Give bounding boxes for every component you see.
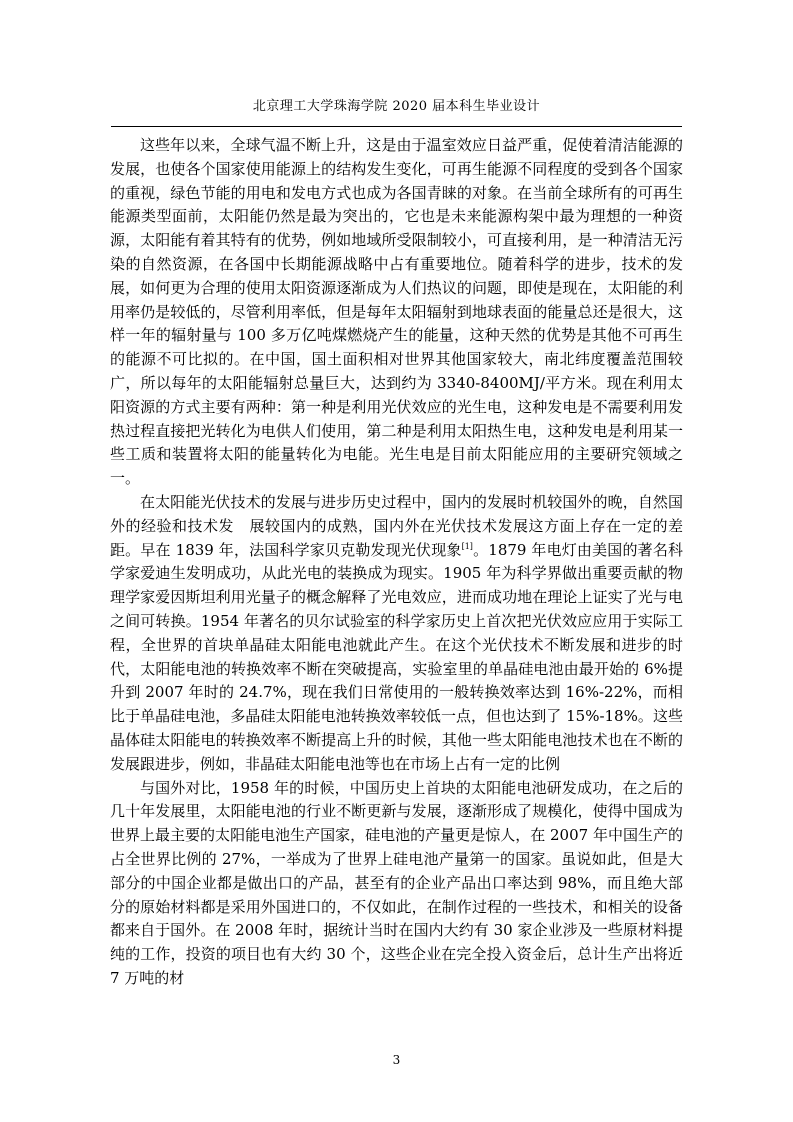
paragraph-2 (110, 491, 683, 777)
page-number: 3 (392, 1053, 401, 1067)
citation-ref[interactable]: [1] (461, 541, 473, 551)
paragraph-3: 与国外对比，1958 年的时候，中国历史上首块的太阳能电池研发成功，在之后的几十年发展里，太阳能电池的行业不断更新与发展，逐渐形成了规模化，使得中国成为世界上最主要的太阳能电池生产国家，硅电池的产量更是惊人，在 2007 年中国生产的占全世界比例的 27%，一举成为了世界上硅电池产量第一的国家。虽说如此，但是大部分的中国企业都是做出口的产品，甚至有的企业产品出口率达到 98%，而且绝大部分的原始材料都是采用外国进口的，不仅如此，在制作过程的一些技术，和相关的设备都来自于国外。在 2008 年时，据统计当时在国内大约有 30 家企业涉及一些原材料提纯的工作，投资的项目也有大约 30 个，这些企业在完全投入资金后，总计生产出将近 7 万吨的材 (110, 778, 683, 987)
header-divider (111, 126, 682, 127)
page-header: 北京理工大学珠海学院 2020 届本科生毕业设计 (252, 99, 541, 114)
paragraph-2-text-b: 。1879 年电灯由美国的著名科学家爱迪生发明成功，从此光电的装换成为现实。1905 年为科学界做出重要贡献的物理学家爱因斯坦利用光量子的概念解释了光电效应，进而成功地在理论上证实了光与电之间可转换。1954 年著名的贝尔试验室的科学家历史上首次把光伏效应应用于实际工程，全世界的首块单晶硅太阳能电池就此产生。在这个光伏技术不断发展和进步的时代，太阳能电池的转换效率不断在突破提高，实验室里的单晶硅电池由最开始的 6%提升到 2007 年时的 24.7%，现在我们日常使用的一般转换效率达到 16%-22%，而相比于单晶硅电池，多晶硅太阳能电池转换效率较低一点，但也达到了 15%-18%。这些晶体硅太阳能电的转换效率不断提高上升的时候，其他一些太阳能电池技术也在不断的发展跟进步，例如，非晶硅太阳能电池等也在市场上占有一定的比例 (110, 540, 683, 773)
paragraph-1: 这些年以来，全球气温不断上升，这是由于温室效应日益严重，促使着清洁能源的发展，也使各个国家使用能源上的结构发生变化，可再生能源不同程度的受到各个国家的重视，绿色节能的用电和发电方式也成为各国青睐的对象。在当前全球所有的可再生能源类型面前，太阳能仍然是最为突出的，它也是未来能源构架中最为理想的一种资源，太阳能有着其特有的优势，例如地域所受限制较小，可直接利用，是一种清洁无污染的自然资源，在各国中长期能源战略中占有重要地位。随着科学的进步，技术的发展，如何更为合理的使用太阳资源逐渐成为人们热议的问题，即使是现在，太阳能的利用率仍是较低的，尽管利用率低，但是每年太阳辐射到地球表面的能量总还是很大，这样一年的辐射量与 100 多万亿吨煤燃烧产生的能量，这种天然的优势是其他不可再生的能源不可比拟的。在中国，国土面积相对世界其他国家较大，南北纬度覆盖范围较广，所以每年的太阳能辐射总量巨大，达到约为 3340-8400MJ/平方米。现在利用太阳资源的方式主要有两种：第一种是利用光伏效应的光生电，这种发电是不需要利用发热过程直接把光转化为电供人们使用，第二种是利用太阳热生电，这种发电是利用某一些工质和装置将太阳的能量转化为电能。光生电是目前太阳能应用的主要研究领域之一。 (110, 136, 683, 488)
document-body (110, 134, 683, 991)
paragraph-2-text-a: 在太阳能光伏技术的发展与进步历史过程中，国内的发展时机较国外的晚，自然国外的经验和技术发 展较国内的成熟，国内外在光伏技术发展这方面上存在一定的差距。早在 1839 年，法国科学家贝克勒发现光伏现象 (110, 492, 683, 559)
